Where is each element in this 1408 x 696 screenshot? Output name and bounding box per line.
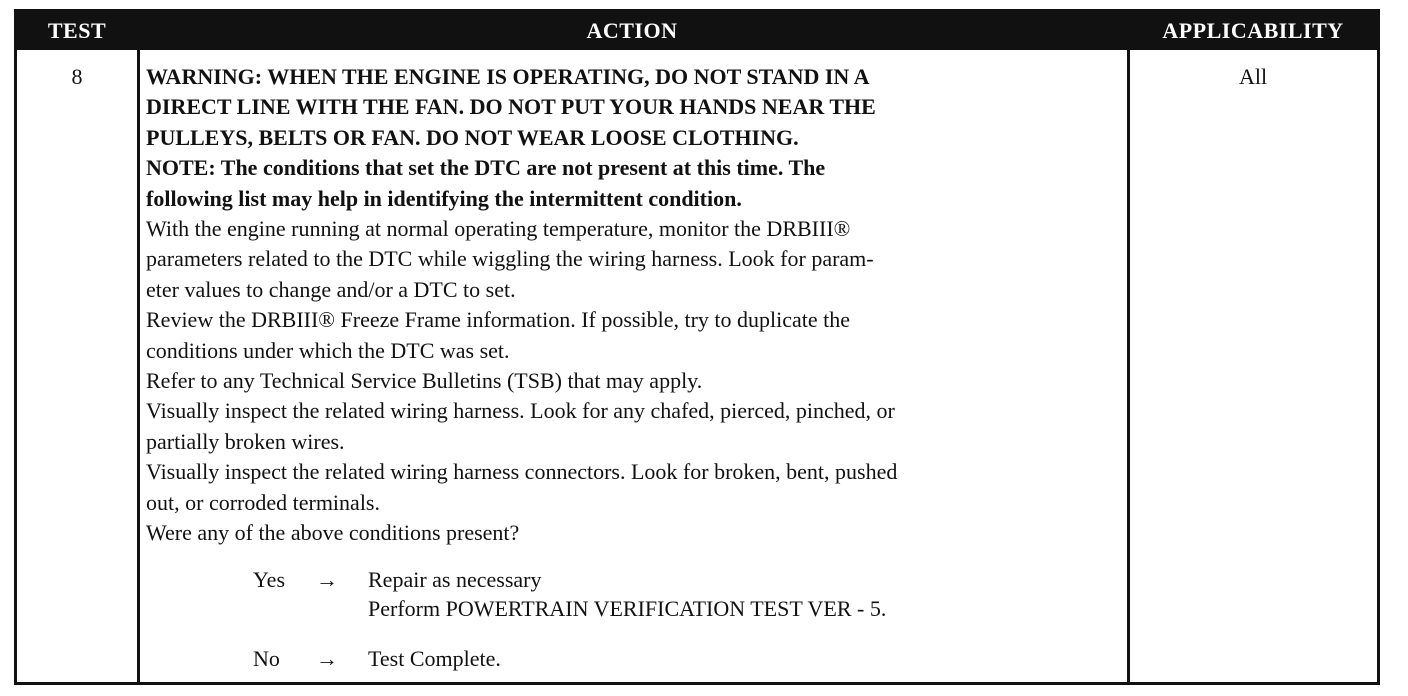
result-yes-action: Repair as necessary <box>368 567 542 592</box>
step-line: conditions under which the DTC was set. <box>146 337 510 363</box>
result-yes-key: Yes <box>253 567 286 592</box>
step-line: partially broken wires. <box>146 428 345 454</box>
step-line: Visually inspect the related wiring harness. Look for any chafed, pierced, pinched, or <box>146 398 895 424</box>
column-divider-action-applicability <box>1127 50 1130 682</box>
warning-text <box>146 62 1120 153</box>
action-content <box>146 62 1120 549</box>
step-inspect-connectors <box>146 457 1120 518</box>
arrow-right-icon: → <box>316 646 338 671</box>
step-line: out, or corroded terminals. <box>146 489 380 515</box>
step-freeze-frame <box>146 305 1120 366</box>
step-line: parameters related to the DTC while wiggling the wiring harness. Look for param- <box>146 246 874 272</box>
table-header <box>17 12 1377 50</box>
step-line: eter values to change and/or a DTC to set. <box>146 276 516 302</box>
test-number: 8 <box>71 64 83 89</box>
note-text <box>146 153 1120 214</box>
result-yes-action-2: Perform POWERTRAIN VERIFICATION TEST VER - 5. <box>368 596 887 621</box>
step-monitor <box>146 214 1120 305</box>
step-line: With the engine running at normal operating temperature, monitor the DRBIII® <box>146 216 851 242</box>
step-line: Review the DRBIII® Freeze Frame information. If possible, try to duplicate the <box>146 307 851 333</box>
note-line: NOTE: The conditions that set the DTC are not present at this time. The <box>146 155 826 181</box>
step-tsb <box>146 366 1120 396</box>
step-question <box>146 518 1120 548</box>
header-test: TEST <box>47 18 107 43</box>
result-no-key: No <box>253 646 280 671</box>
step-line: Refer to any Technical Service Bulletins (TSB) that may apply. <box>146 368 703 394</box>
diagnostic-test-table <box>14 9 1380 685</box>
step-line: Were any of the above conditions present? <box>146 520 520 546</box>
header-applicability: APPLICABILITY <box>1162 18 1344 43</box>
warning-line: WARNING: WHEN THE ENGINE IS OPERATING, DO NOT STAND IN A <box>146 64 870 89</box>
result-no-action: Test Complete. <box>368 646 501 671</box>
warning-line: DIRECT LINE WITH THE FAN. DO NOT PUT YOUR HANDS NEAR THE <box>146 94 876 120</box>
header-action: ACTION <box>586 18 678 43</box>
applicability-value: All <box>1238 64 1268 89</box>
note-line: following list may help in identifying the intermittent condition. <box>146 185 742 211</box>
step-inspect-harness <box>146 396 1120 457</box>
step-line: Visually inspect the related wiring harness connectors. Look for broken, bent, pushed <box>146 459 898 485</box>
warning-line: PULLEYS, BELTS OR FAN. DO NOT WEAR LOOSE CLOTHING. <box>146 124 799 150</box>
column-divider-test-action <box>137 50 140 682</box>
arrow-right-icon: → <box>316 567 338 592</box>
